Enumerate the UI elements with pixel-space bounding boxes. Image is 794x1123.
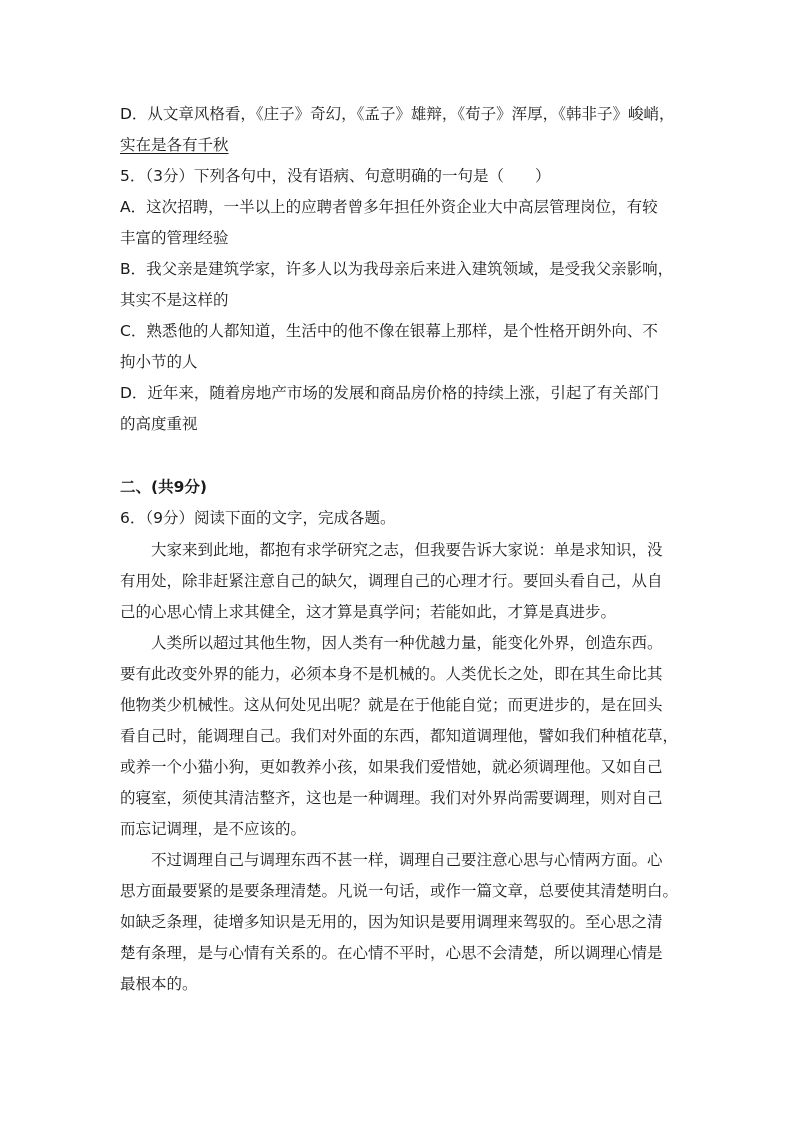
passage-p2-line-6: 的寝室，须使其清洁整齐，这也是一种调理。我们对外界尚需要调理，则对自己 (120, 789, 663, 807)
q5-option-b-line-2: 其实不是这样的 (120, 291, 229, 309)
q5-option-c-line-1: C．熟悉他的人都知道，生活中的他不像在银幕上那样，是个性格开朗外向、不 (120, 322, 658, 340)
q5-option-d-line-2: 的高度重视 (120, 415, 198, 433)
passage-p2-line-5: 或养一个小猫小狗，更如教养小孩，如果我们爱惜她，就必须调理他。又如自己 (120, 758, 663, 776)
q5-option-d-line-1: D．近年来，随着房地产市场的发展和商品房价格的持续上涨，引起了有关部门 (120, 384, 659, 402)
passage-p3-line-2: 思方面最要紧的是要条理清楚。凡说一句话，或作一篇文章，总要使其清楚明白。 (120, 882, 679, 900)
passage-p2-line-3: 他物类少机械性。这从何处见出呢？就是在于他能自觉；而更进步的，是在回头 (120, 696, 663, 714)
q4-option-d-line-1: D．从文章风格看，《庄子》奇幻，《孟子》雄辩，《荀子》浑厚，《韩非子》峻峭， (120, 105, 675, 123)
q4-option-d-line-2: 实在是各有千秋 (120, 136, 229, 154)
q5-option-b-line-1: B．我父亲是建筑学家，许多人以为我母亲后来进入建筑领域，是受我父亲影响， (120, 260, 674, 278)
passage-p2-line-2: 要有此改变外界的能力，必须本身不是机械的。人类优长之处，即在其生命比其 (120, 665, 663, 683)
section-2-heading: 二、(共9分) (120, 478, 207, 496)
q5-option-c-line-2: 拘小节的人 (120, 353, 198, 371)
passage-p3-line-3: 如缺乏条理，徒增多知识是无用的，因为知识是要用调理来驾驭的。至心思之清 (120, 913, 663, 931)
passage-p1-line-3: 己的心思心情上求其健全，这才算是真学问；若能如此，才算是真进步。 (120, 603, 617, 621)
q5-option-a-line-2: 丰富的管理经验 (120, 229, 229, 247)
q5-stem: 5．（3分）下列各句中，没有语病、句意明确的一句是（ ） (120, 167, 551, 185)
passage-p3-line-1: 不过调理自己与调理东西不甚一样，调理自己要注意心思与心情两方面。心 (151, 851, 663, 869)
passage-p2-line-4: 看自己时，能调理自己。我们对外面的东西，都知道调理他，譬如我们种植花草， (120, 727, 679, 745)
passage-p1-line-1: 大家来到此地，都抱有求学研究之志，但我要告诉大家说：单是求知识，没 (151, 541, 663, 559)
q6-stem: 6．（9分）阅读下面的文字，完成各题。 (120, 509, 396, 527)
passage-p2-line-1: 人类所以超过其他生物，因人类有一种优越力量，能变化外界，创造东西。 (151, 634, 663, 652)
passage-p2-line-7: 而忘记调理，是不应该的。 (120, 820, 307, 838)
q5-option-a-line-1: A．这次招聘，一半以上的应聘者曾多年担任外资企业大中高层管理岗位，有较 (120, 198, 658, 216)
passage-p3-line-5: 最根本的。 (120, 975, 198, 993)
passage-p1-line-2: 有用处，除非赶紧注意自己的缺欠，调理自己的心理才行。要回头看自己，从自 (120, 572, 663, 590)
passage-p3-line-4: 楚有条理，是与心情有关系的。在心情不平时，心思不会清楚，所以调理心情是 (120, 944, 663, 962)
